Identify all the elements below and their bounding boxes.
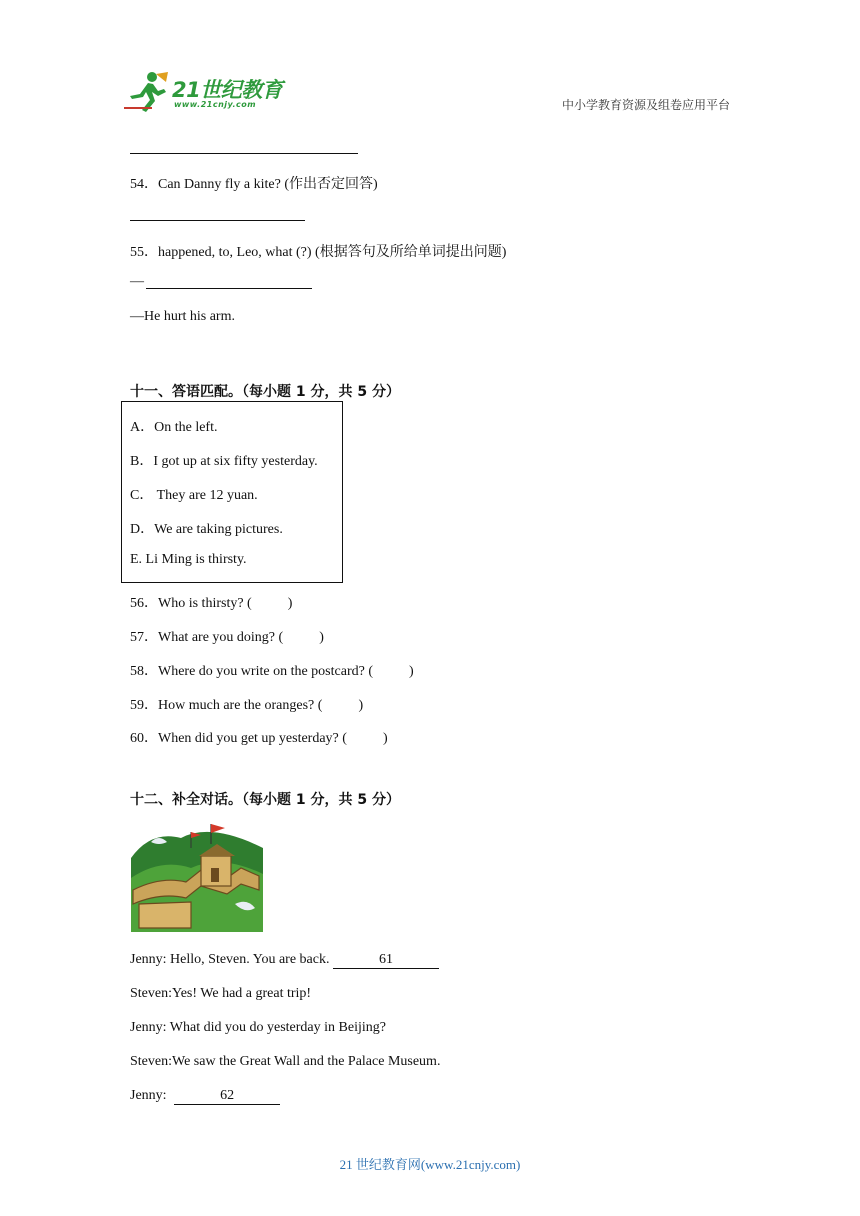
question-56-close: )	[287, 596, 293, 611]
question-57-text: 57．What are you doing? (	[130, 630, 284, 645]
great-wall-icon	[131, 818, 263, 932]
dialogue-5-text: Jenny:	[130, 1088, 171, 1103]
answer-dash-55: —	[130, 274, 144, 289]
question-54-text: Can Danny fly a kite? (作出否定回答)	[158, 177, 378, 192]
dialogue-1-text: Jenny: Hello, Steven. You are back.	[130, 952, 333, 967]
section-11-title: 十一、答语匹配。（每小题 1 分，共 5 分）	[130, 384, 400, 400]
question-54-text-num: 54．	[130, 177, 158, 192]
option-c: C． They are 12 yuan.	[130, 488, 258, 503]
option-b: B．I got up at six fifty yesterday.	[130, 454, 318, 469]
dialogue-line-1	[130, 952, 439, 969]
option-a: A．On the left.	[130, 420, 218, 435]
question-57-close: )	[319, 630, 324, 645]
question-58-text: 58．Where do you write on the postcard? (	[130, 664, 373, 679]
question-56-text: 56．Who is thirsty? (	[130, 596, 252, 611]
question-57	[130, 626, 324, 646]
question-55-text: happened, to, Leo, what (?) (根据答句及所给单词提出问题)	[158, 245, 507, 260]
question-60-close: )	[382, 731, 388, 746]
answer-blank-62[interactable]: 62	[174, 1088, 280, 1105]
option-d: D．We are taking pictures.	[130, 522, 283, 537]
dialogue-line-3: Jenny: What did you do yesterday in Beijing?	[130, 1020, 386, 1035]
dialogue-line-2: Steven:Yes! We had a great trip!	[130, 986, 312, 1001]
question-56	[130, 592, 292, 612]
dialogue-line-4: Steven:We saw the Great Wall and the Palace Museum.	[130, 1054, 441, 1069]
dialogue-line-5	[130, 1088, 280, 1105]
header-platform-text: 中小学教育资源及组卷应用平台	[561, 98, 730, 112]
question-58	[130, 660, 414, 680]
answer-55-given: —He hurt his arm.	[130, 309, 235, 324]
question-60	[130, 727, 388, 747]
question-54	[130, 173, 378, 193]
question-58-close: )	[408, 664, 414, 679]
option-e: E. Li Ming is thirsty.	[130, 552, 247, 567]
section-12-title: 十二、补全对话。（每小题 1 分，共 5 分）	[130, 792, 400, 808]
answer-line-53[interactable]	[130, 153, 358, 154]
question-55-num: 55．	[130, 245, 158, 260]
question-59-text: 59．How much are the oranges? (	[130, 698, 323, 713]
logo-name: 21世纪教育	[172, 78, 283, 102]
page-footer: 21 世纪教育网(www.21cnjy.com)	[339, 1157, 521, 1172]
question-59-close: )	[358, 698, 364, 713]
answer-line-55[interactable]	[146, 288, 312, 289]
question-59	[130, 694, 363, 714]
question-60-text: 60．When did you get up yesterday? (	[130, 731, 347, 746]
site-logo	[122, 70, 292, 116]
logo-url: www.21cnjy.com	[174, 100, 257, 109]
answer-line-54[interactable]	[130, 220, 305, 221]
answer-blank-61[interactable]: 61	[333, 952, 439, 969]
runner-logo-icon	[122, 70, 170, 114]
question-55	[130, 241, 506, 261]
